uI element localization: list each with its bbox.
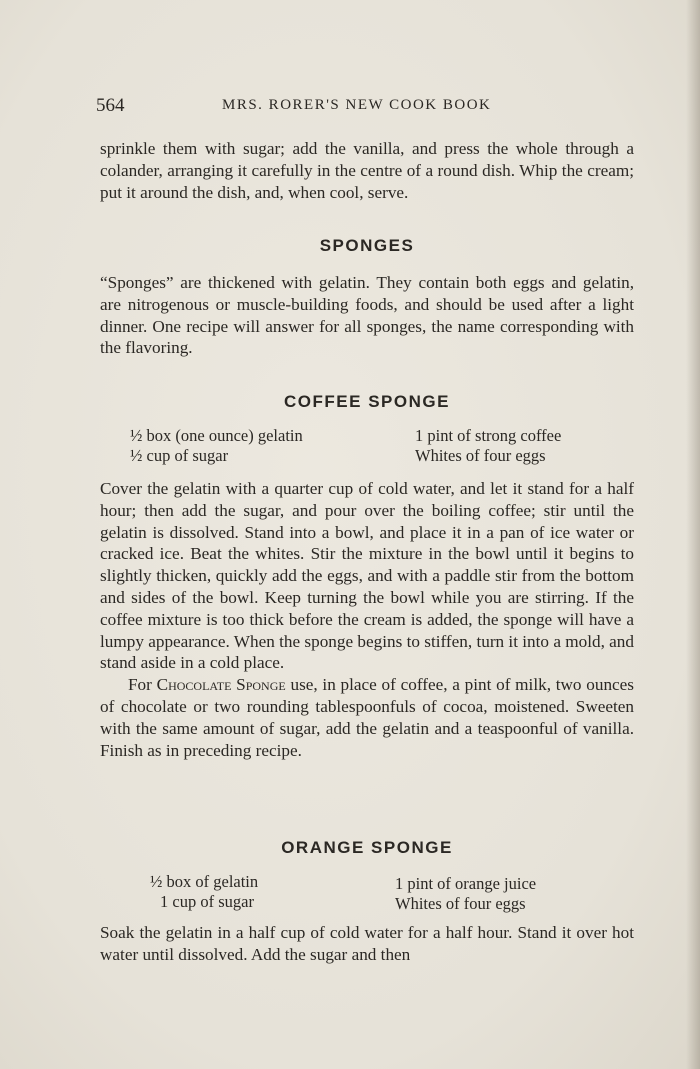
page-number: 564 — [96, 95, 125, 116]
variation-name: Chocolate Sponge — [156, 675, 286, 695]
variation-text: use, in place of coffee, a pint of milk, two ounces of chocolate or two rounding tablespoonfuls of cocoa, moistened. Sweeten with the same amount of sugar, add the gelatin and a teaspoonful of vanilla. Finish as in preceding recipe. — [100, 675, 634, 760]
orange-method-block — [100, 922, 634, 966]
sponges-paragraph: “Sponges” are thickened with gelatin. They contain both eggs and gelatin, are nitrogenous or muscle-building foods, and should be used after a light dinner. One recipe will answer for all sponges, the name corresponding with the flavoring. — [100, 273, 634, 358]
coffee-sponge-heading: COFFEE SPONGE — [284, 392, 450, 411]
intro-paragraph: sprinkle them with sugar; add the vanilla, and press the whole through a colander, arranging it carefully in the centre of a round dish. Whip the cream; put it around the dish, and, when cool, serve. — [100, 139, 634, 202]
page-header — [96, 95, 636, 117]
ingredient: Whites of four eggs — [395, 894, 526, 913]
ingredient: ½ box (one ounce) gelatin — [130, 426, 303, 445]
ingredient: ½ cup of sugar — [130, 446, 229, 465]
running-head: MRS. RORER'S NEW COOK BOOK — [222, 97, 492, 113]
ingredient: 1 cup of sugar — [160, 892, 254, 911]
orange-sponge-heading: ORANGE SPONGE — [281, 838, 453, 857]
sponges-paragraph-block — [100, 272, 634, 359]
orange-method-paragraph: Soak the gelatin in a half cup of cold water for a half hour. Stand it over hot water until dissolved. Add the sugar and then — [100, 923, 634, 964]
ingredient: 1 pint of strong coffee — [415, 426, 562, 445]
page-spine-shadow — [686, 0, 700, 1069]
sponges-heading: SPONGES — [319, 236, 415, 255]
coffee-method-block — [100, 478, 634, 761]
orange-ingredients-right — [395, 874, 536, 914]
ingredient: ½ box of gelatin — [150, 872, 259, 891]
intro-paragraph-block — [100, 138, 634, 203]
orange-ingredients-left — [150, 872, 258, 912]
variation-prefix: For — [128, 675, 157, 695]
chocolate-variation-paragraph — [100, 674, 634, 761]
coffee-method-paragraph: Cover the gelatin with a quarter cup of cold water, and let it stand for a half hour; then add the sugar, and pour over the boiling coffee; stir until the gelatin is dissolved. Stand into a bowl, and place it in a pan of ice water or cracked ice. Beat the whites. Stir the mixture in the bowl until it begins to slightly thicken, quickly add the eggs, and with a paddle stir from the bottom and sides of the bowl. Keep turning the bowl while you are stirring. If the coffee mixture is too thick before the cream is added, the sponge will have a lumpy appearance. When the sponge begins to stiffen, turn it into a mold, and stand aside in a cold place. — [100, 479, 634, 673]
ingredient: Whites of four eggs — [415, 446, 546, 465]
ingredient: 1 pint of orange juice — [395, 874, 537, 893]
coffee-ingredients-left — [130, 426, 303, 466]
coffee-ingredients-right — [415, 426, 561, 466]
